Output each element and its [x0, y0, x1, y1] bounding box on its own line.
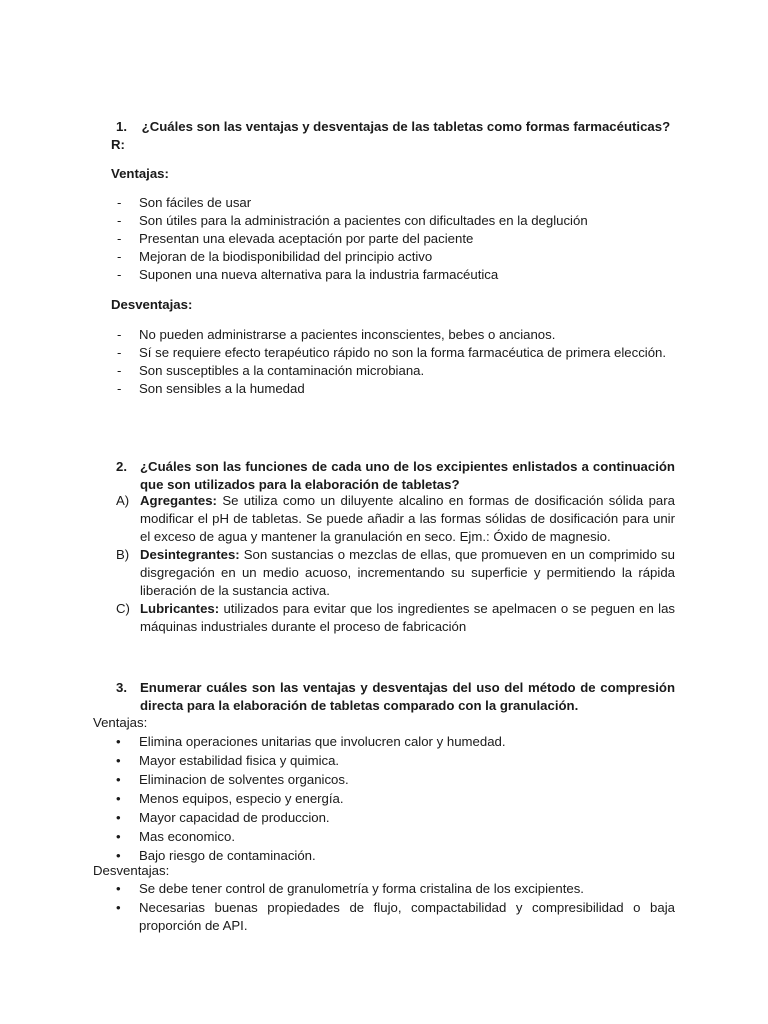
- q1-desventajas-list: [117, 326, 675, 398]
- q3-ventaja-item: [116, 771, 676, 789]
- excipient-desc-text: utilizados para evitar que los ingredientes se apelmacen o se peguen en las máquinas industriales durante el proceso de fabricación: [140, 601, 675, 634]
- bullet-marker: •: [116, 829, 121, 844]
- excipient-term: Desintegrantes:: [140, 547, 240, 562]
- q1-ventajas-title: Ventajas:: [111, 166, 169, 181]
- q3-ventaja-item-text: Elimina operaciones unitarias que involucren calor y humedad.: [139, 734, 506, 749]
- q3-ventaja-item: [116, 790, 676, 808]
- excipient-item: [116, 492, 675, 546]
- q1-desventaja-item: [117, 326, 675, 344]
- q1-ventaja-item-text: Mejoran de la biodisponibilidad del principio activo: [139, 249, 433, 264]
- q1-ventaja-item-text: Suponen una nueva alternativa para la industria farmacéutica: [139, 267, 499, 282]
- excipient-letter: A): [116, 493, 130, 508]
- q3-ventaja-item-text: Bajo riesgo de contaminación.: [139, 848, 316, 863]
- excipient-item: [116, 600, 675, 636]
- q1-ventaja-item: [117, 230, 677, 248]
- excipient-term: Lubricantes:: [140, 601, 220, 616]
- q3-ventaja-item: [116, 809, 676, 827]
- question-3: [116, 679, 675, 715]
- q3-ventaja-item: [116, 733, 676, 751]
- q1-ventajas-list: [117, 194, 677, 284]
- q1-ventaja-item: [117, 194, 677, 212]
- q1-desventaja-item-text: No pueden administrarse a pacientes inconscientes, bebes o ancianos.: [139, 327, 556, 342]
- excipient-description: [140, 492, 675, 546]
- dash-marker: -: [117, 363, 122, 378]
- q1-ventaja-item-text: Presentan una elevada aceptación por parte del paciente: [139, 231, 474, 246]
- q3-ventaja-item: [116, 847, 676, 865]
- q3-desventaja-item-text: Se debe tener control de granulometría y forma cristalina de los excipientes.: [139, 881, 584, 896]
- dash-marker: -: [117, 345, 122, 360]
- q1-desventaja-item: [117, 344, 675, 362]
- excipient-list: [116, 492, 675, 636]
- q1-desventaja-item: [117, 362, 675, 380]
- question-2-text: ¿Cuáles son las funciones de cada uno de los excipientes enlistados a continuación que son utilizados para la elaboración de tabletas?: [140, 459, 675, 492]
- excipient-item: [116, 546, 675, 600]
- bullet-marker: •: [116, 734, 121, 749]
- excipient-letter: B): [116, 547, 130, 562]
- q3-ventaja-item-text: Eliminacion de solventes organicos.: [139, 772, 349, 787]
- q3-ventaja-item-text: Mas economico.: [139, 829, 236, 844]
- bullet-marker: •: [116, 881, 121, 896]
- bullet-marker: •: [116, 848, 121, 863]
- q1-desventaja-item-text: Son susceptibles a la contaminación microbiana.: [139, 363, 425, 378]
- bullet-marker: •: [116, 753, 121, 768]
- excipient-term: Agregantes:: [140, 493, 217, 508]
- excipient-desc-text: Se utiliza como un diluyente alcalino en formas de dosificación sólida para modificar el pH de tabletas. Se puede añadir a las formas sólidas de dosificación para unir el exceso de agua y mantener la granulación en seco. Ejm.: Óxido de magnesio.: [140, 493, 675, 544]
- question-2: [116, 458, 675, 494]
- q3-desventaja-item-text: Necesarias buenas propiedades de flujo, compactabilidad y compresibilidad o baja proporción de API.: [139, 900, 675, 933]
- q3-ventaja-item-text: Mayor capacidad de produccion.: [139, 810, 330, 825]
- q1-ventaja-item-text: Son fáciles de usar: [139, 195, 252, 210]
- q3-ventaja-item-text: Mayor estabilidad fisica y quimica.: [139, 753, 340, 768]
- dash-marker: -: [117, 213, 122, 228]
- question-2-number: 2.: [116, 459, 127, 474]
- q3-ventajas-title: Ventajas:: [93, 715, 148, 730]
- question-1-number: 1.: [116, 119, 127, 134]
- dash-marker: -: [117, 231, 122, 246]
- dash-marker: -: [117, 267, 122, 282]
- q3-ventajas-list: [116, 733, 676, 866]
- q1-desventaja-item: [117, 380, 675, 398]
- dash-marker: -: [117, 381, 122, 396]
- q1-desventaja-item-text: Sí se requiere efecto terapéutico rápido no son la forma farmacéutica de primera elección.: [139, 345, 667, 360]
- q3-ventaja-item: [116, 752, 676, 770]
- answer-label: R:: [111, 137, 125, 152]
- dash-marker: -: [117, 249, 122, 264]
- excipient-letter: C): [116, 601, 130, 616]
- q3-desventajas-list: [116, 880, 675, 936]
- bullet-marker: •: [116, 900, 121, 915]
- q3-ventaja-item-text: Menos equipos, especio y energía.: [139, 791, 344, 806]
- q1-ventaja-item: [117, 212, 677, 230]
- dash-marker: -: [117, 327, 122, 342]
- q3-desventaja-item: [116, 880, 675, 898]
- q1-ventaja-item-text: Son útiles para la administración a pacientes con dificultades en la deglución: [139, 213, 588, 228]
- question-1-text: ¿Cuáles son las ventajas y desventajas de las tabletas como formas farmacéuticas?: [141, 119, 671, 134]
- q1-ventaja-item: [117, 248, 677, 266]
- excipient-description: [140, 600, 675, 636]
- excipient-description: [140, 546, 675, 600]
- q1-desventaja-item-text: Son sensibles a la humedad: [139, 381, 305, 396]
- q3-desventajas-title: Desventajas:: [93, 863, 170, 878]
- bullet-marker: •: [116, 772, 121, 787]
- question-1: [116, 118, 696, 136]
- q1-desventajas-title: Desventajas:: [111, 297, 193, 312]
- question-3-text: Enumerar cuáles son las ventajas y desventajas del uso del método de compresión directa para la elaboración de tabletas comparado con la granulación.: [140, 680, 675, 713]
- bullet-marker: •: [116, 791, 121, 806]
- q1-ventaja-item: [117, 266, 677, 284]
- bullet-marker: •: [116, 810, 121, 825]
- question-3-number: 3.: [116, 680, 127, 695]
- q3-ventaja-item: [116, 828, 676, 846]
- excipient-desc-text: Son sustancias o mezclas de ellas, que promueven en un comprimido su disgregación en un medio acuoso, incrementando su superficie y permitiendo la rápida liberación de la sustancia activa.: [140, 547, 675, 598]
- q3-desventaja-item: [116, 899, 675, 935]
- dash-marker: -: [117, 195, 122, 210]
